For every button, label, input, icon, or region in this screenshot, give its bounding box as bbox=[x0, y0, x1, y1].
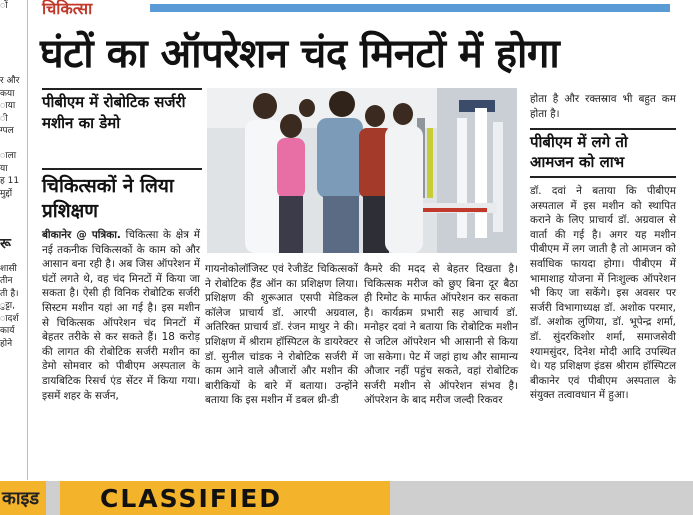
article-column-1 bbox=[42, 228, 200, 403]
left-clip-line: ादर्श bbox=[0, 313, 19, 324]
left-clip-line: या bbox=[0, 163, 8, 174]
column-4-lead: होता है और रक्तस्राव भी बहुत कम होता है। bbox=[530, 93, 676, 120]
subhead-rule-top bbox=[42, 88, 202, 90]
left-clip-line: कया bbox=[0, 88, 15, 99]
classified-banner bbox=[60, 481, 390, 515]
left-clip-line: होने bbox=[0, 338, 13, 349]
left-clip-line bbox=[0, 138, 22, 151]
left-clip-line: रू bbox=[0, 235, 11, 252]
left-clip-line: ह 11 bbox=[0, 176, 20, 186]
left-clip-line: ुट्टा, bbox=[0, 301, 15, 311]
article-column-4: डॉ. दवां ने बताया कि पीबीएम अस्पताल में इस मशीन को स्थापित कराने के लिए प्राचार्य डॉ. अग्रवाल से वार्ता की गई है। अगर यह मशीन पीबीएम में लग जाती है तो आमजन को सर्वाधिक फायदा होगा। पीबीएम में भामाशाह योजना में निःशुल्क ऑपरेशन भी किए जा सकेंगे। इस अवसर पर सर्जरी विभागाध्यक्ष डॉ. अशोक परमार, डॉ. अशोक लुणिया, डॉ. भूपेन्द्र शर्मा, डॉ. सुंदरकिशोर शर्मा, समाजसेवी श्यामसुंदर, दिनेश मोदी आदि उपस्थित थे। यह प्रशिक्षण इंडस श्रीराम हॉस्पिटल बीकानेर एवं पीबीएम अस्पताल के संयुक्त तत्वावधान में हुआ। bbox=[530, 185, 676, 402]
left-clip-line bbox=[0, 213, 22, 226]
left-clip-line: ग्पल bbox=[0, 126, 14, 136]
classified-title: CLASSIFIED bbox=[100, 484, 283, 513]
column-1-text: चिकित्सा के क्षेत्र में नई तकनीक चिकित्सकों के काम को और आसान बना रही है। अब जिस ऑपरेशन में घंटों लगते थे, वह चंद मिनटों में किया जा सकता है। ऐसी ही विनिक रोबोटिक सर्जरी सिस्टम मशीन यहां आ गई है। इस मशीन से चिकित्सक ऑपरेशन चंद मिनटों में बेहतर तरीके से कर सकते हैं। 18 करोड़ की लागत की रोबोटिक सर्जरी मशीन का डेमो सोमवार को पीबीएम अस्पताल के डायबिटिक रिसर्च एंड सेंटर में किया गया। इसमें शहर के सर्जन, bbox=[42, 229, 200, 402]
left-clip-line: ों bbox=[0, 1, 8, 11]
classified-left-text: काइड bbox=[2, 488, 39, 509]
subhead-demo: पीबीएम में रोबोटिक सर्जरी मशीन का डेमो bbox=[42, 93, 186, 132]
subhead-benefit: पीबीएम में लगे तो आमजन को लाभ bbox=[530, 133, 628, 171]
left-clip-line bbox=[0, 13, 22, 26]
subhead-rule-right-bottom bbox=[530, 176, 676, 178]
left-clip-line: ती है। bbox=[0, 288, 19, 299]
left-clip-line: ाला bbox=[0, 151, 17, 161]
left-clip-line bbox=[0, 250, 22, 263]
left-clip-line bbox=[0, 25, 22, 38]
left-clip-line bbox=[0, 50, 22, 63]
left-clip-line: मुद्दों bbox=[0, 188, 13, 199]
article-column-3: कैमरे की मदद से बेहतर दिखता है। चिकित्सक मरीज को छुए बिना दूर बैठा ही रिमोट के मार्फत ऑपरेशन कर सकता है। कार्यक्रम प्रभारी सह आचार्य डॉ. मनोहर दवां ने बताया कि रोबोटिक मशीन से जटिल ऑपरेशन भी आसानी से किया जा सकेगा। पेट में जहां हाथ और सामान्य औजार नहीं पहुंच सकते, वहां रोबोटिक सर्जरी मशीन से ऑपरेशन संभव है। ऑपरेशन के बाद मरीज जल्दी रिकवर bbox=[364, 263, 518, 407]
left-clip-line: शासी bbox=[0, 263, 17, 274]
news-photo bbox=[207, 88, 517, 253]
subhead-rule-mid bbox=[42, 168, 202, 170]
column-divider bbox=[27, 0, 28, 480]
article-column-2: गायनोकोलॉजिस्ट एवं रेजीडेंट चिकित्सकों ने रोबोटिक हैंड ऑन का प्रशिक्षण लिया। प्रशिक्षण की शुरूआत एसपी मेडिकल कॉलेज प्राचार्य डॉ. आरपी अग्रवाल, अतिरिक्त प्राचार्य डॉ. रंजन माथुर ने की। प्रशिक्षण में श्रीराम हॉस्पिटल के डायरेक्टर डॉ. सुनील चांडक ने रोबोटिक सर्जरी में काम आने वाले औजारों और मशीन की बारीकियों के बारे में बताया। उन्होंने बताया कि इस मशीन में डबल थ्री-डी bbox=[205, 263, 358, 407]
left-clip-line: ी bbox=[0, 113, 8, 124]
section-tag: चिकित्सा bbox=[42, 0, 93, 18]
left-clip-line: ाया bbox=[0, 101, 16, 111]
left-clip-line bbox=[0, 200, 22, 213]
left-clip-line: र और bbox=[0, 76, 20, 86]
subhead-training: चिकित्सकों ने लिया प्रशिक्षण bbox=[42, 175, 174, 222]
classified-left-tab bbox=[0, 481, 46, 515]
left-clip-line: कार्य bbox=[0, 326, 15, 336]
left-clip-line bbox=[0, 63, 22, 76]
headline: घंटों का ऑपरेशन चंद मिनटों में होगा bbox=[40, 31, 560, 77]
left-clip-line bbox=[0, 38, 22, 51]
left-clipped-column bbox=[0, 0, 22, 480]
photo-illustration bbox=[207, 88, 517, 253]
header-accent-bar bbox=[150, 4, 670, 12]
byline: बीकानेर @ पत्रिका. bbox=[42, 229, 121, 241]
left-clip-line: तीन bbox=[0, 276, 13, 286]
subhead-rule-right bbox=[530, 128, 676, 130]
